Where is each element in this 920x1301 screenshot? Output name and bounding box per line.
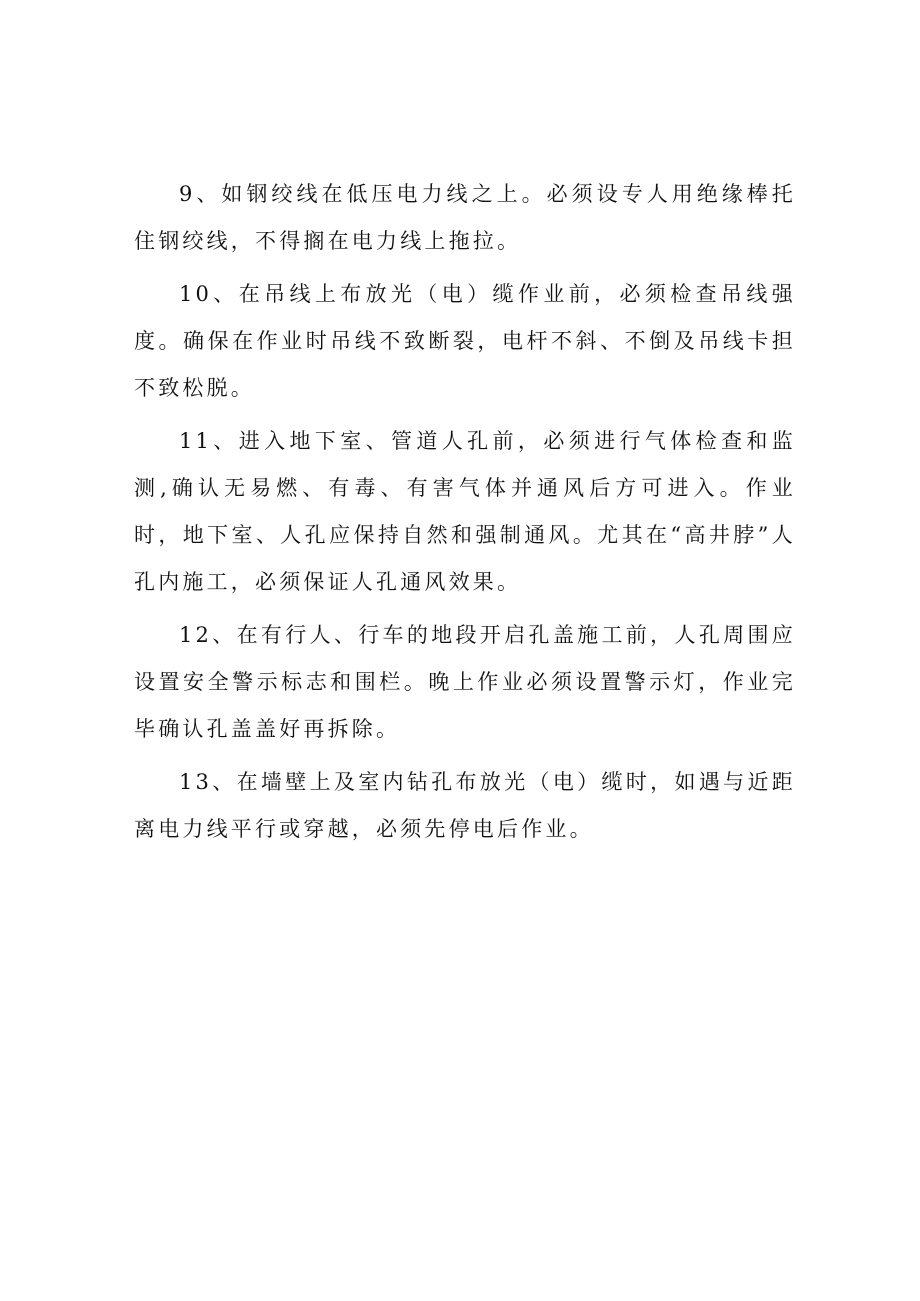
paragraph-item-10: 10、在吊线上布放光（电）缆作业前，必须检查吊线强度。确保在作业时吊线不致断裂，电杆不斜、不倒及吊线卡担不致松脱。	[134, 282, 796, 400]
paragraph-item-12: 12、在有行人、行车的地段开启孔盖施工前，人孔周围应设置安全警示标志和围栏。晚上作业必须设置警示灯，作业完毕确认孔盖盖好再拆除。	[134, 623, 796, 741]
document-body	[134, 171, 796, 859]
paragraph-item-9: 9、如钢绞线在低压电力线之上。必须设专人用绝缘棒托住钢绞线，不得搁在电力线上拖拉。	[134, 182, 796, 253]
paragraph-item-11: 11、进入地下室、管道人孔前，必须进行气体检查和监测,确认无易燃、有毒、有害气体并通风后方可进入。作业时，地下室、人孔应保持自然和强制通风。尤其在“高井脖”人孔内施工，必须保证人孔通风效果。	[134, 429, 796, 594]
paragraph-item-13: 13、在墙壁上及室内钻孔布放光（电）缆时，如遇与近距离电力线平行或穿越，必须先停电后作业。	[134, 770, 796, 841]
